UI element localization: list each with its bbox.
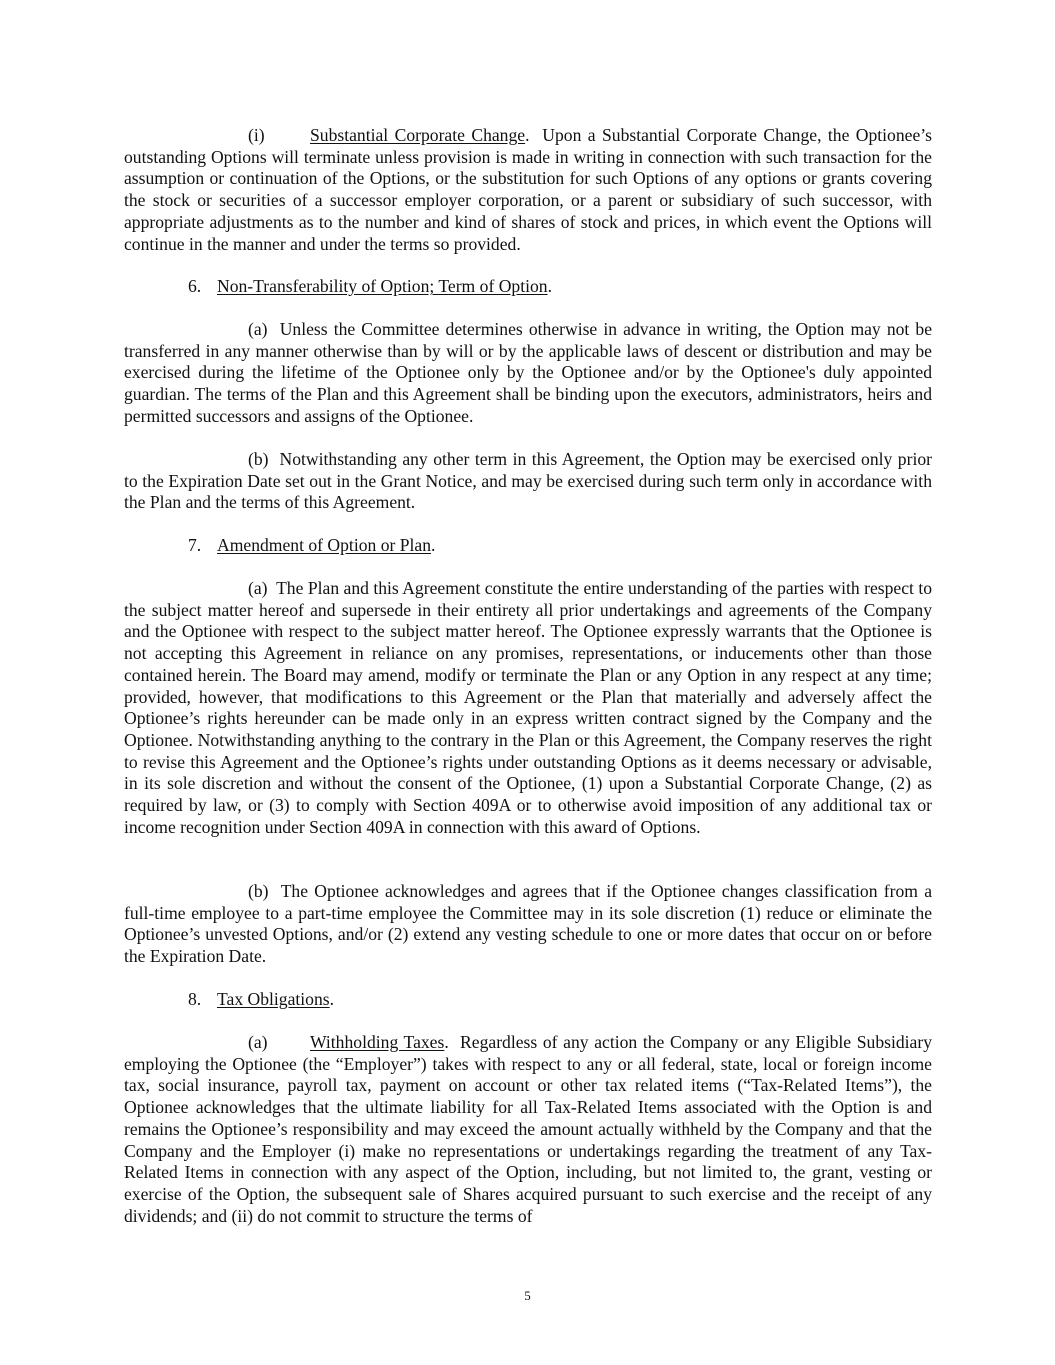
paragraph-7b <box>124 881 932 968</box>
paragraph-label: (b) <box>248 449 269 469</box>
paragraph-body: Upon a Substantial Corporate Change, the Optionee’s outstanding Options will terminate unless provision is made in writing in connection with such transaction for the assumption or continuation of the Options, or the substitution for such Options of any options or grants covering the stock or securities of a successor employer corporation, or a parent or subsidiary of such successor, with appropriate adjustments as to the number and kind of shares of stock and prices, in which event the Options will continue in the manner and under the terms so provided. <box>124 125 932 254</box>
paragraph-7a <box>124 578 932 838</box>
paragraph-body: Notwithstanding any other term in this Agreement, the Option may be exercised only prior to the Expiration Date set out in the Grant Notice, and may be exercised during such term only in accordance with the Plan and the terms of this Agreement. <box>124 449 933 513</box>
paragraph-title: Substantial Corporate Change <box>310 125 526 145</box>
paragraph-6b <box>124 449 932 514</box>
paragraph-label: (i) <box>248 125 265 145</box>
paragraph-body: Unless the Committee determines otherwise in advance in writing, the Option may not be transferred in any manner otherwise than by will or by the applicable laws of descent or distribution and may be exercised during the lifetime of the Optionee only by the Optionee and/or by the Optionee's duly appointed guardian. The terms of the Plan and this Agreement shall be binding upon the executors, administrators, heirs and permitted successors and assigns of the Optionee. <box>124 319 932 426</box>
paragraph-body: The Optionee acknowledges and agrees that if the Optionee changes classification from a full-time employee to a part-time employee the Committee may in its sole discretion (1) reduce or eliminate the Optionee’s unvested Options, and/or (2) extend any vesting schedule to one or more dates that occur on or before the Expiration Date. <box>124 881 932 967</box>
paragraph-5i-substantial-corporate-change: (i) Substantial Corporate Change. Upon a Substantial Corporate Change, the Optionee’s outstanding Options will terminate unless provision is made in writing in connection with such transaction for the assumption or continuation of the Options, or the substitution for such Options of any options or grants covering the stock or securities of a successor employer corporation, or a parent or subsidiary of such successor, with appropriate adjustments as to the number and kind of shares of stock and prices, in which event the Options will continue in the manner and under the terms so provided. <box>124 125 932 254</box>
section-heading-7: 7. Amendment of Option or Plan. <box>188 535 436 555</box>
section-number: 6. <box>188 276 202 296</box>
section-title: Amendment of Option or Plan <box>217 535 432 555</box>
paragraph-body: Regardless of any action the Company or any Eligible Subsidiary employing the Optionee (the “Employer”) takes with respect to any or all federal, state, local or foreign income tax, social insurance, payroll tax, payment on account or other tax related items (“Tax-Related Items”), the Optionee acknowledges that the ultimate liability for all Tax-Related Items associated with the Option is and remains the Optionee’s responsibility and may exceed the amount actually withheld by the Company and that the Company and the Employer (i) make no representations or undertakings regarding the treatment of any Tax-Related Items in connection with any aspect of the Option, including, but not limited to, the grant, vesting or exercise of the Option, the subsequent sale of Shares acquired pursuant to such exercise and the receipt of any dividends; and (ii) do not commit to structure the terms of <box>124 1032 933 1226</box>
section-number: 8. <box>188 989 202 1009</box>
section-heading-6: 6. Non-Transferability of Option; Term of Option. <box>188 276 552 296</box>
section-title: Tax Obligations <box>217 989 330 1009</box>
paragraph-6a <box>124 319 932 428</box>
page-number: 5 <box>524 1288 531 1303</box>
paragraph-label: (a) <box>248 319 268 339</box>
paragraph-label: (b) <box>248 881 269 901</box>
section-heading-8: 8. Tax Obligations. <box>188 989 335 1009</box>
paragraph-title: Withholding Taxes <box>310 1032 445 1052</box>
paragraph-label: (a) <box>248 1032 268 1052</box>
paragraph-body: The Plan and this Agreement constitute the entire understanding of the parties with respect to the subject matter hereof and supersede in their entirety all prior undertakings and agreements of the Company and the Optionee with respect to the subject matter hereof. The Optionee expressly warrants that the Optionee is not accepting this Agreement in reliance on any promises, representations, or inducements other than those contained herein. The Board may amend, modify or terminate the Plan or any Option in any respect at any time; provided, however, that modifications to this Agreement or the Plan that materially and adversely affect the Optionee’s rights hereunder can be made only in an express written contract signed by the Company and the Optionee. Notwithstanding anything to the contrary in the Plan or this Agreement, the Company reserves the right to revise this Agreement and the Optionee’s rights under outstanding Options as it deems necessary or advisable, in its sole discretion and without the consent of the Optionee, (1) upon a Substantial Corporate Change, (2) as required by law, or (3) to comply with Section 409A or to otherwise avoid imposition of any additional tax or income recognition under Section 409A in connection with this award of Options. <box>124 578 932 837</box>
section-title: Non-Transferability of Option; Term of Option <box>217 276 548 296</box>
paragraph-label: (a) <box>248 578 268 598</box>
section-number: 7. <box>188 535 202 555</box>
paragraph-8a-withholding-taxes: (a) Withholding Taxes. Regardless of any action the Company or any Eligible Subsidiary employing the Optionee (the “Employer”) takes with respect to any or all federal, state, local or foreign income tax, social insurance, payroll tax, payment on account or other tax related items (“Tax-Related Items”), the Optionee acknowledges that the ultimate liability for all Tax-Related Items associated with the Option is and remains the Optionee’s responsibility and may exceed the amount actually withheld by the Company and that the Company and the Employer (i) make no representations or undertakings regarding the treatment of any Tax-Related Items in connection with any aspect of the Option, including, but not limited to, the grant, vesting or exercise of the Option, the subsequent sale of Shares acquired pursuant to such exercise and the receipt of any dividends; and (ii) do not commit to structure the terms of <box>124 1032 933 1226</box>
